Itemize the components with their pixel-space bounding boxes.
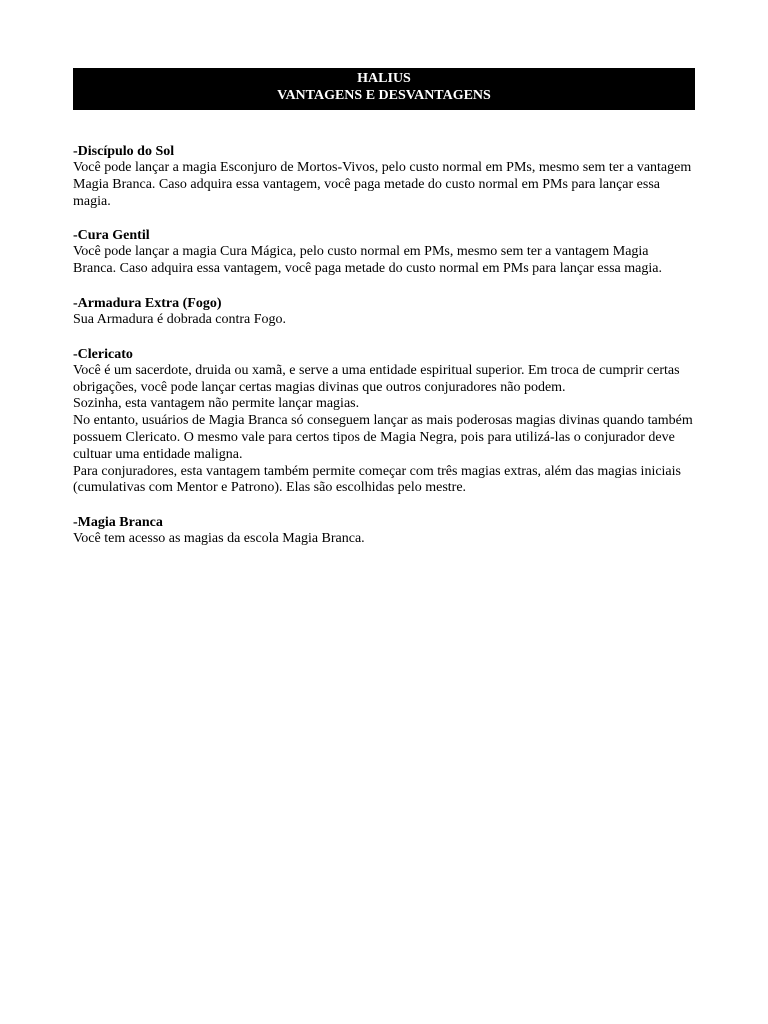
paragraph: Você tem acesso as magias da escola Magia Branca. — [73, 531, 365, 547]
section-title: -Cura Gentil — [73, 228, 150, 244]
paragraph: Você pode lançar a magia Esconjuro de Mortos-Vivos, pelo custo normal em PMs, mesmo sem ter a vantagem Magia Branca. Caso adquira essa vantagem, você paga metade do custo normal em PMs para lançar essa magia. — [73, 160, 692, 209]
section-cura-gentil — [73, 227, 695, 278]
section-clericato — [73, 346, 695, 497]
document-page — [73, 68, 695, 565]
document-header — [73, 68, 695, 110]
paragraph: Você pode lançar a magia Cura Mágica, pelo custo normal em PMs, mesmo sem ter a vantagem Magia Branca. Caso adquira essa vantagem, você paga metade do custo normal em PMs para lançar essa magia. — [73, 244, 662, 277]
header-title: HALIUS — [357, 71, 411, 86]
paragraph: Sua Armadura é dobrada contra Fogo. — [73, 311, 287, 327]
paragraph: Você é um sacerdote, druida ou xamã, e serve a uma entidade espiritual superior. Em troca de cumprir certas obrigações, você pode lançar certas magias divinas que outros conjuradores não podem. — [73, 362, 680, 395]
section-title: -Clericato — [73, 346, 133, 362]
header-subtitle: VANTAGENS E DESVANTAGENS — [277, 88, 491, 103]
section-armadura-extra — [73, 295, 695, 329]
paragraph: Sozinha, esta vantagem não permite lançar magias. — [73, 396, 360, 412]
paragraph: No entanto, usuários de Magia Branca só conseguem lançar as mais poderosas magias divinas quando também possuem Clericato. O mesmo vale para certos tipos de Magia Negra, pois para utilizá-las o conjurador deve cultuar uma entidade maligna. — [73, 413, 693, 462]
section-discipulo-do-sol — [73, 143, 695, 210]
section-title: -Discípulo do Sol — [73, 144, 175, 159]
paragraph: Para conjuradores, esta vantagem também permite começar com três magias extras, além das magias iniciais (cumulativas com Mentor e Patrono). Elas são escolhidas pelo mestre. — [73, 463, 681, 496]
section-magia-branca — [73, 514, 695, 548]
section-title: -Armadura Extra (Fogo) — [73, 295, 222, 311]
section-title: -Magia Branca — [73, 515, 163, 531]
document-content — [73, 143, 695, 548]
